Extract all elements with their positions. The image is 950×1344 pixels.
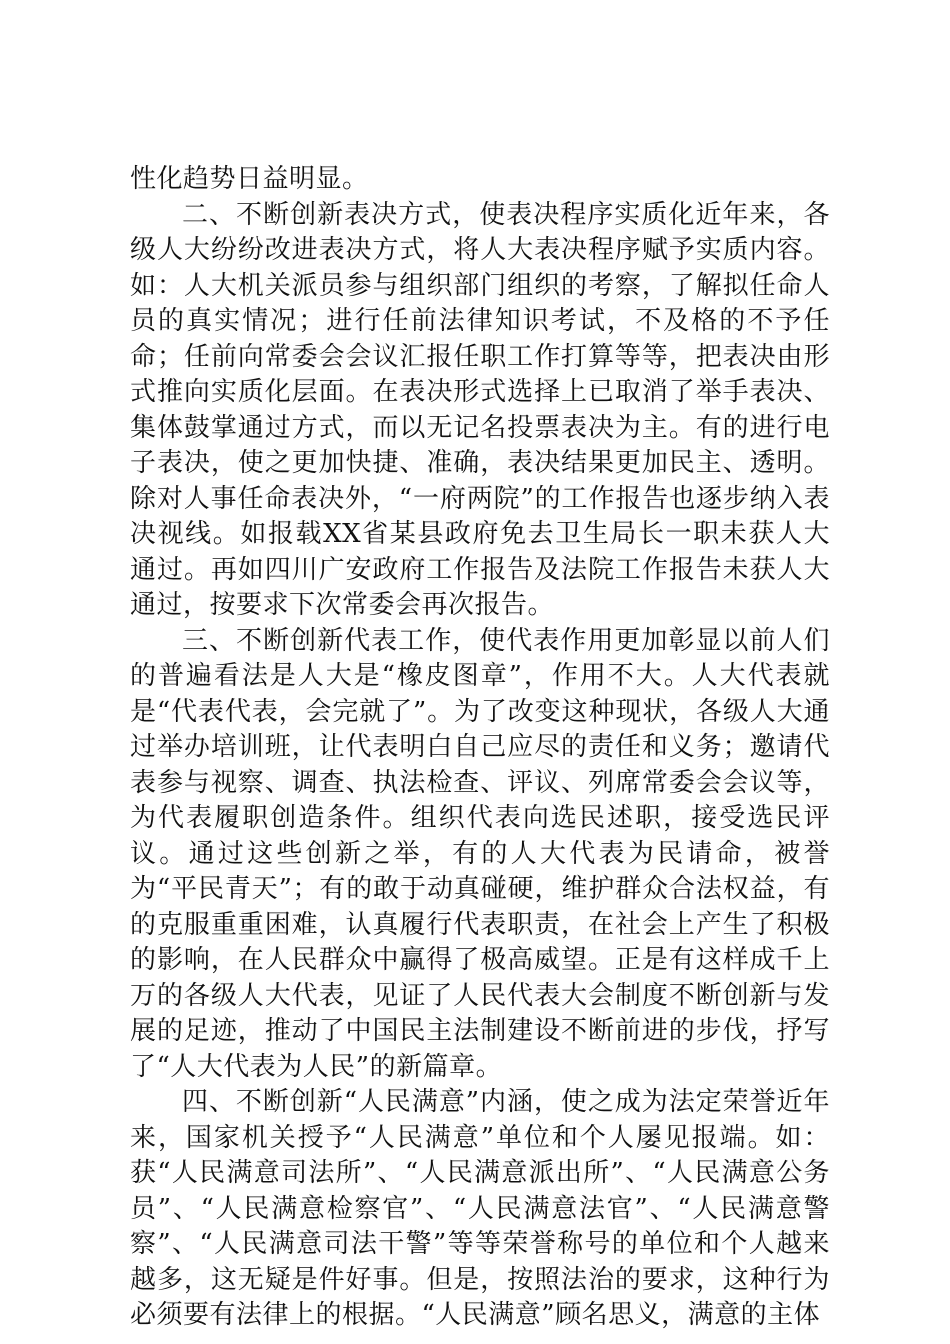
paragraph-representative-work: 三、不断创新代表工作，使代表作用更加彰显以前人们的普遍看法是人大是“橡皮图章”，作用不大。人大代表就是“代表代表，会完就了”。为了改变这种现状，各级人大通过举办培训班，让代表明白自己应尽的责任和义务；邀请代表参与视察、调查、执法检查、评议、列席常委会会议等，为代表履职创造条件。组织代表向选民述职，接受选民评议。通过这些创新之举，有的人大代表为民请命，被誉为“平民青天”；有的敢于动真碰硬，维护群众合法权益，有的克服重重困难，认真履行代表职责，在社会上产生了积极的影响，在人民群众中赢得了极高威望。正是有这样成千上万的各级人大代表，见证了人民代表大会制度不断创新与发展的足迹，推动了中国民主法制建设不断前进的步伐，抒写了“人大代表为人民”的新篇章。 (130, 625, 830, 1082)
paragraph-continuation: 性化趋势日益明显。 (130, 164, 369, 194)
document-body (130, 162, 830, 1334)
paragraph-people-satisfaction: 四、不断创新“人民满意”内涵，使之成为法定荣誉近年来，国家机关授予“人民满意”单位和个人屡见报端。如：获“人民满意司法所”、“人民满意派出所”、“人民满意公务员”、“人民满意检察官”、“人民满意法官”、“人民满意警察”、“人民满意司法干警”等等荣誉称号的单位和个人越来越多，这无疑是件好事。但是，按照法治的要求，这种行为必须要有法律上的根据。“人民满意”顾名思义，满意的主体 (130, 1087, 830, 1330)
paragraph-voting-methods: 二、不断创新表决方式，使表决程序实质化近年来，各级人大纷纷改进表决方式，将人大表决程序赋予实质内容。如：人大机关派员参与组织部门组织的考察，了解拟任命人员的真实情况；进行任前法律知识考试，不及格的不予任命；任前向常委会会议汇报任职工作打算等等，把表决由形式推向实质化层面。在表决形式选择上已取消了举手表决、集体鼓掌通过方式，而以无记名投票表决为主。有的进行电子表决，使之更加快捷、准确，表决结果更加民主、透明。除对人事任命表决外，“一府两院”的工作报告也逐步纳入表决视线。如报载XX省某县政府免去卫生局长一职未获人大通过。再如四川广安政府工作报告及法院工作报告未获人大通过，按要求下次常委会再次报告。 (130, 199, 830, 620)
